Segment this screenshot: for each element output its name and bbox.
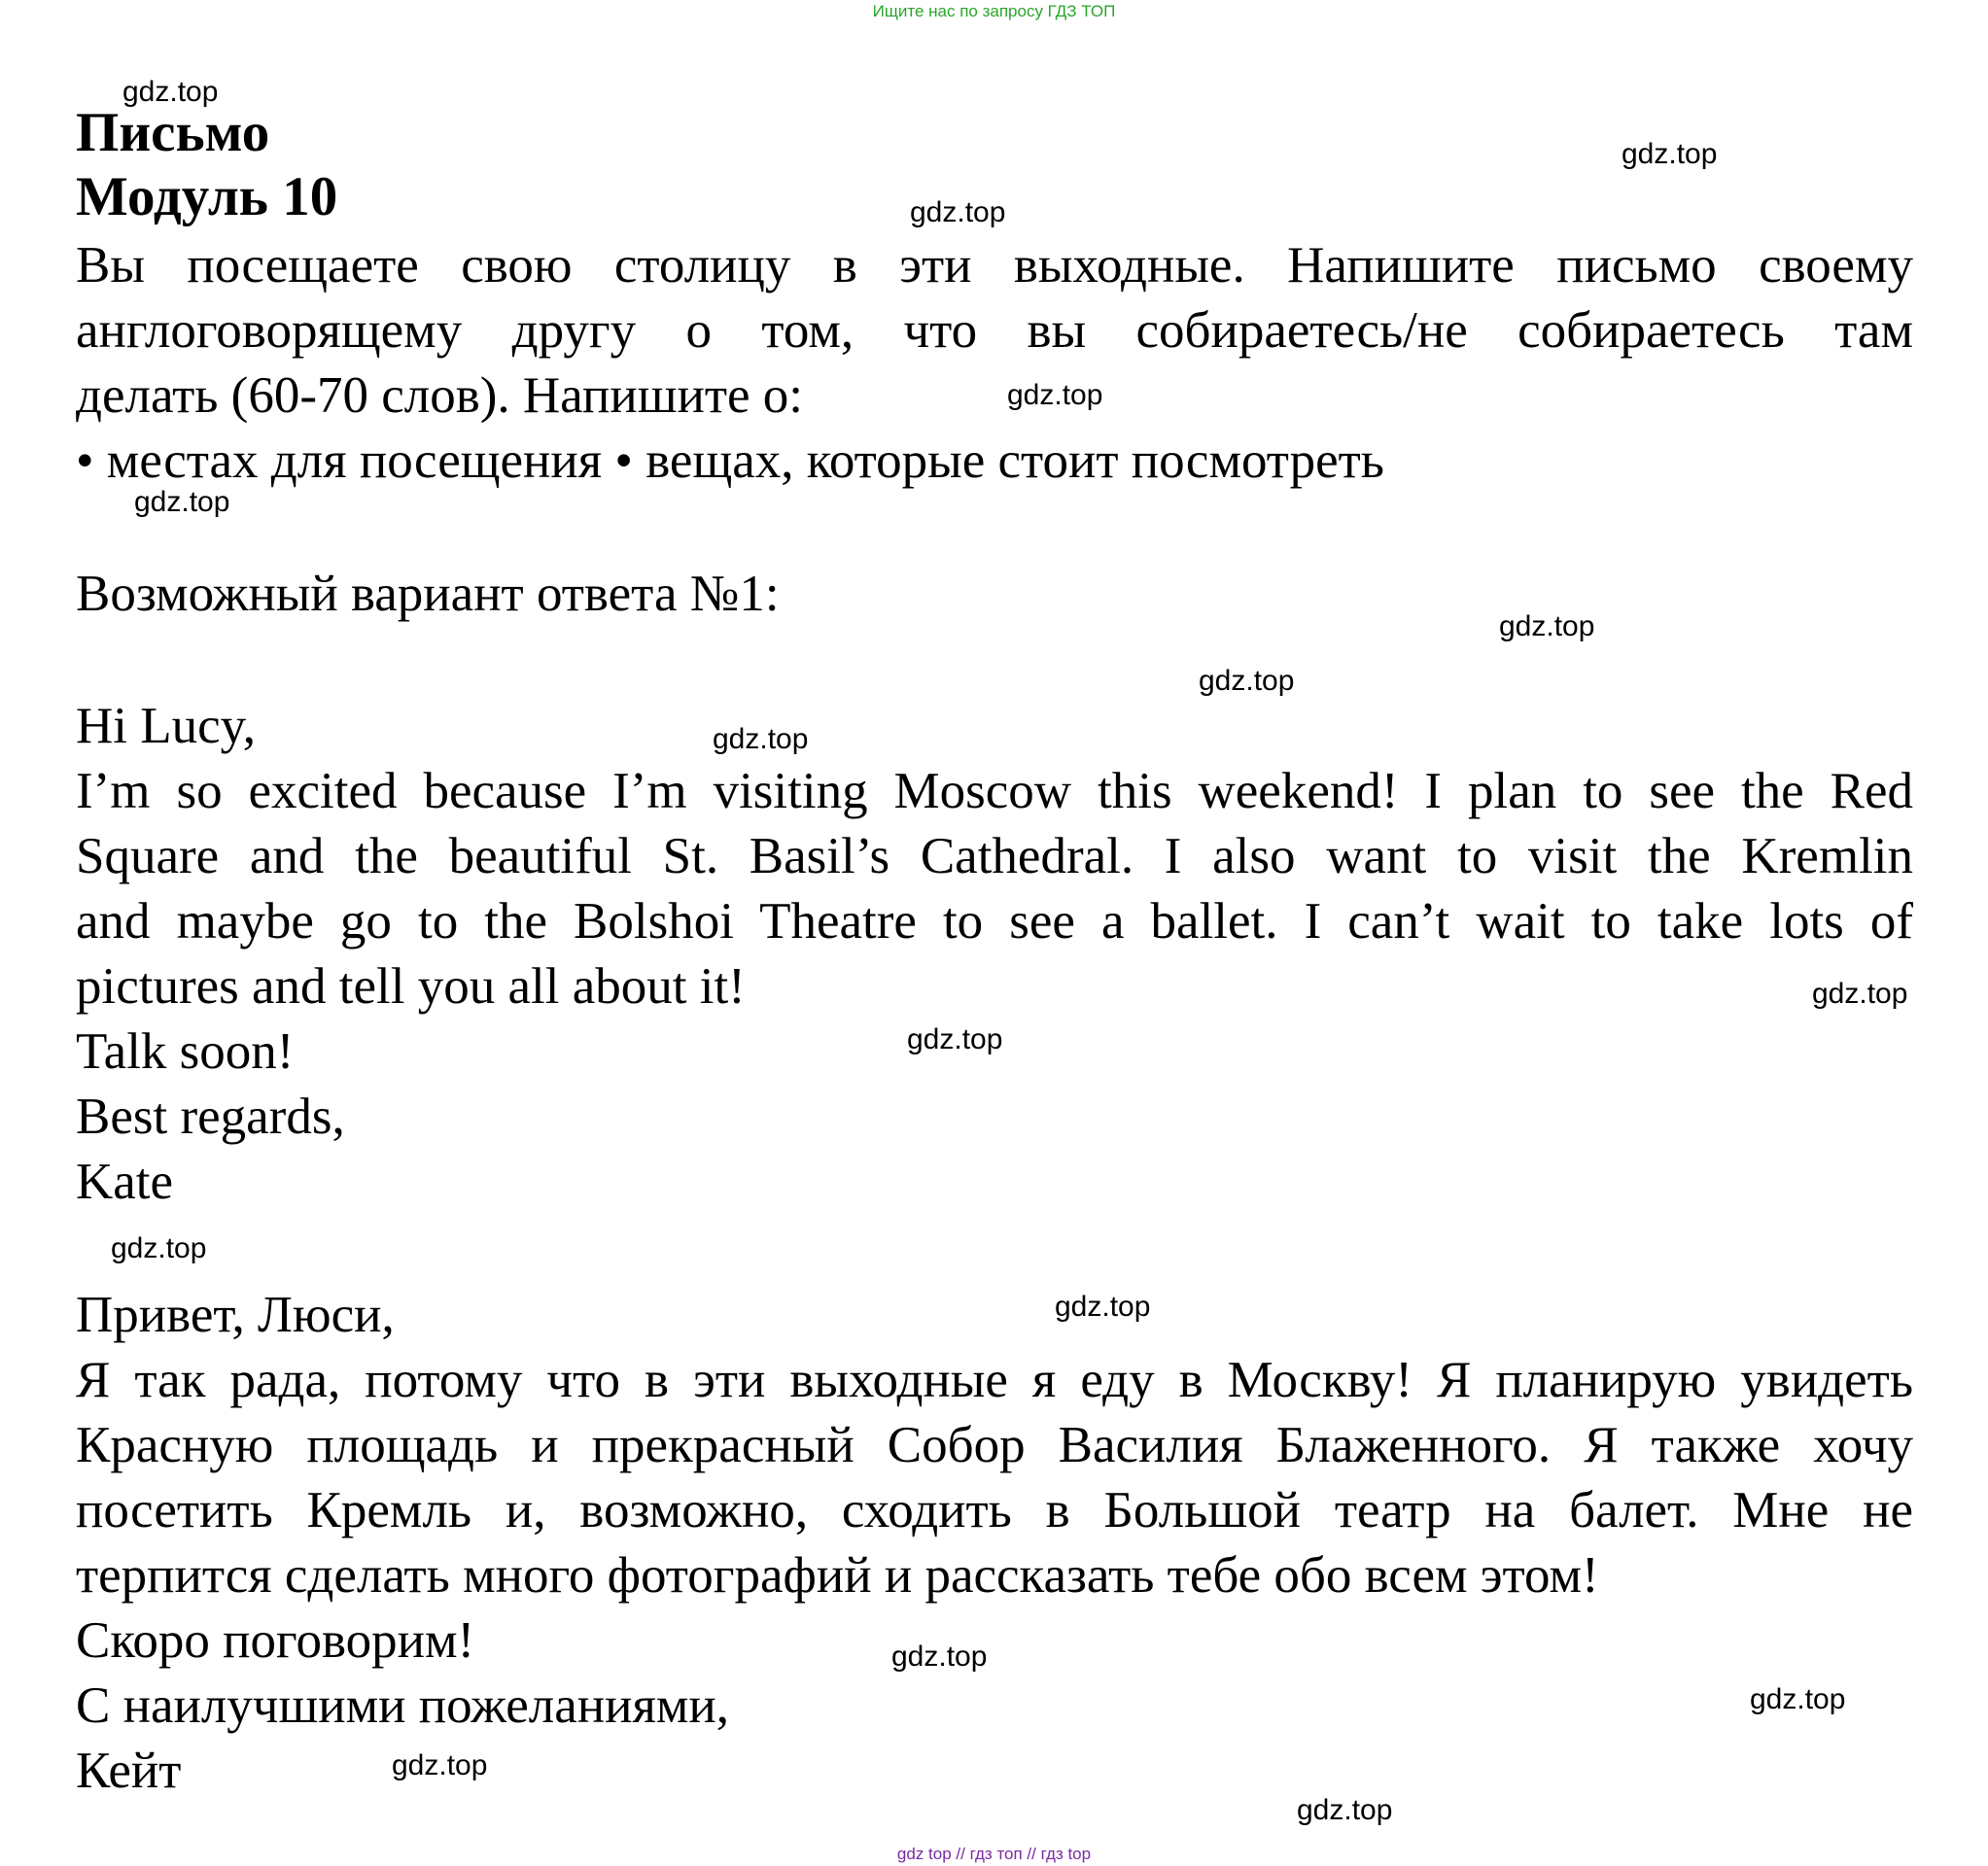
- letter-closing: С наилучшими пожеланиями,: [76, 1677, 729, 1734]
- watermark: gdz.top: [910, 196, 1006, 228]
- task-line: Вы посещаете свою столицу в эти выходные. Напишите письмо своему: [76, 237, 1913, 294]
- watermark: gdz.top: [891, 1641, 988, 1673]
- letter-line: Я так рада, потому что в эти выходные я еду в Москву! Я планирую увидеть: [76, 1352, 1913, 1408]
- letter-closing: Скоро поговорим!: [76, 1612, 475, 1669]
- english-letter: [76, 694, 1913, 1215]
- answer-label: Возможный вариант ответа №1:: [76, 566, 780, 622]
- task-line: англоговорящему другу о том, что вы собираетесь/не собираетесь там: [76, 302, 1913, 359]
- watermark: gdz.top: [1750, 1683, 1846, 1715]
- watermark: gdz.top: [1499, 610, 1595, 642]
- watermark: gdz.top: [1199, 665, 1295, 697]
- module-title: Модуль 10: [76, 166, 338, 227]
- watermark: gdz.top: [1055, 1291, 1151, 1323]
- watermark: gdz.top: [1812, 978, 1908, 1010]
- page-title: Письмо: [76, 102, 270, 163]
- task-bullets: • местах для посещения • вещах, которые стоит посмотреть: [76, 432, 1384, 489]
- letter-line: and maybe go to the Bolshoi Theatre to see a ballet. I can’t wait to take lots of: [76, 893, 1913, 950]
- task-line: делать (60-70 слов). Напишите о:: [76, 367, 804, 424]
- russian-letter: [76, 1283, 1913, 1804]
- watermark: gdz.top: [907, 1023, 1003, 1055]
- watermark: gdz.top: [122, 76, 219, 108]
- footer: gdz top // гдз топ // гдз top: [896, 1845, 1092, 1863]
- letter-signature: Kate: [76, 1154, 174, 1210]
- letter-line: терпится сделать много фотографий и рассказать тебе обо всем этом!: [76, 1547, 1599, 1604]
- top-banner: Ищите нас по запросу ГДЗ ТОП: [872, 2, 1116, 20]
- letter-line: Square and the beautiful St. Basil’s Cathedral. I also want to visit the Kremlin: [76, 828, 1913, 884]
- letter-greeting: Привет, Люси,: [76, 1287, 395, 1343]
- watermark: gdz.top: [1007, 379, 1103, 411]
- watermark: gdz.top: [1297, 1794, 1393, 1826]
- letter-line: Красную площадь и прекрасный Собор Василия Блаженного. Я также хочу: [76, 1417, 1913, 1473]
- watermark: gdz.top: [111, 1232, 207, 1264]
- letter-greeting: Hi Lucy,: [76, 698, 256, 754]
- watermark: gdz.top: [134, 486, 230, 518]
- answer-label-block: [76, 562, 1913, 627]
- task-block: [76, 233, 1913, 494]
- letter-signature: Кейт: [76, 1743, 182, 1799]
- letter-closing: Talk soon!: [76, 1023, 295, 1080]
- letter-line: посетить Кремль и, возможно, сходить в Большой театр на балет. Мне не: [76, 1482, 1913, 1538]
- letter-line: pictures and tell you all about it!: [76, 958, 746, 1015]
- letter-closing: Best regards,: [76, 1088, 345, 1145]
- watermark: gdz.top: [713, 723, 809, 755]
- watermark: gdz.top: [1622, 138, 1718, 170]
- watermark: gdz.top: [392, 1749, 488, 1781]
- letter-line: I’m so excited because I’m visiting Moscow this weekend! I plan to see the Red: [76, 763, 1913, 819]
